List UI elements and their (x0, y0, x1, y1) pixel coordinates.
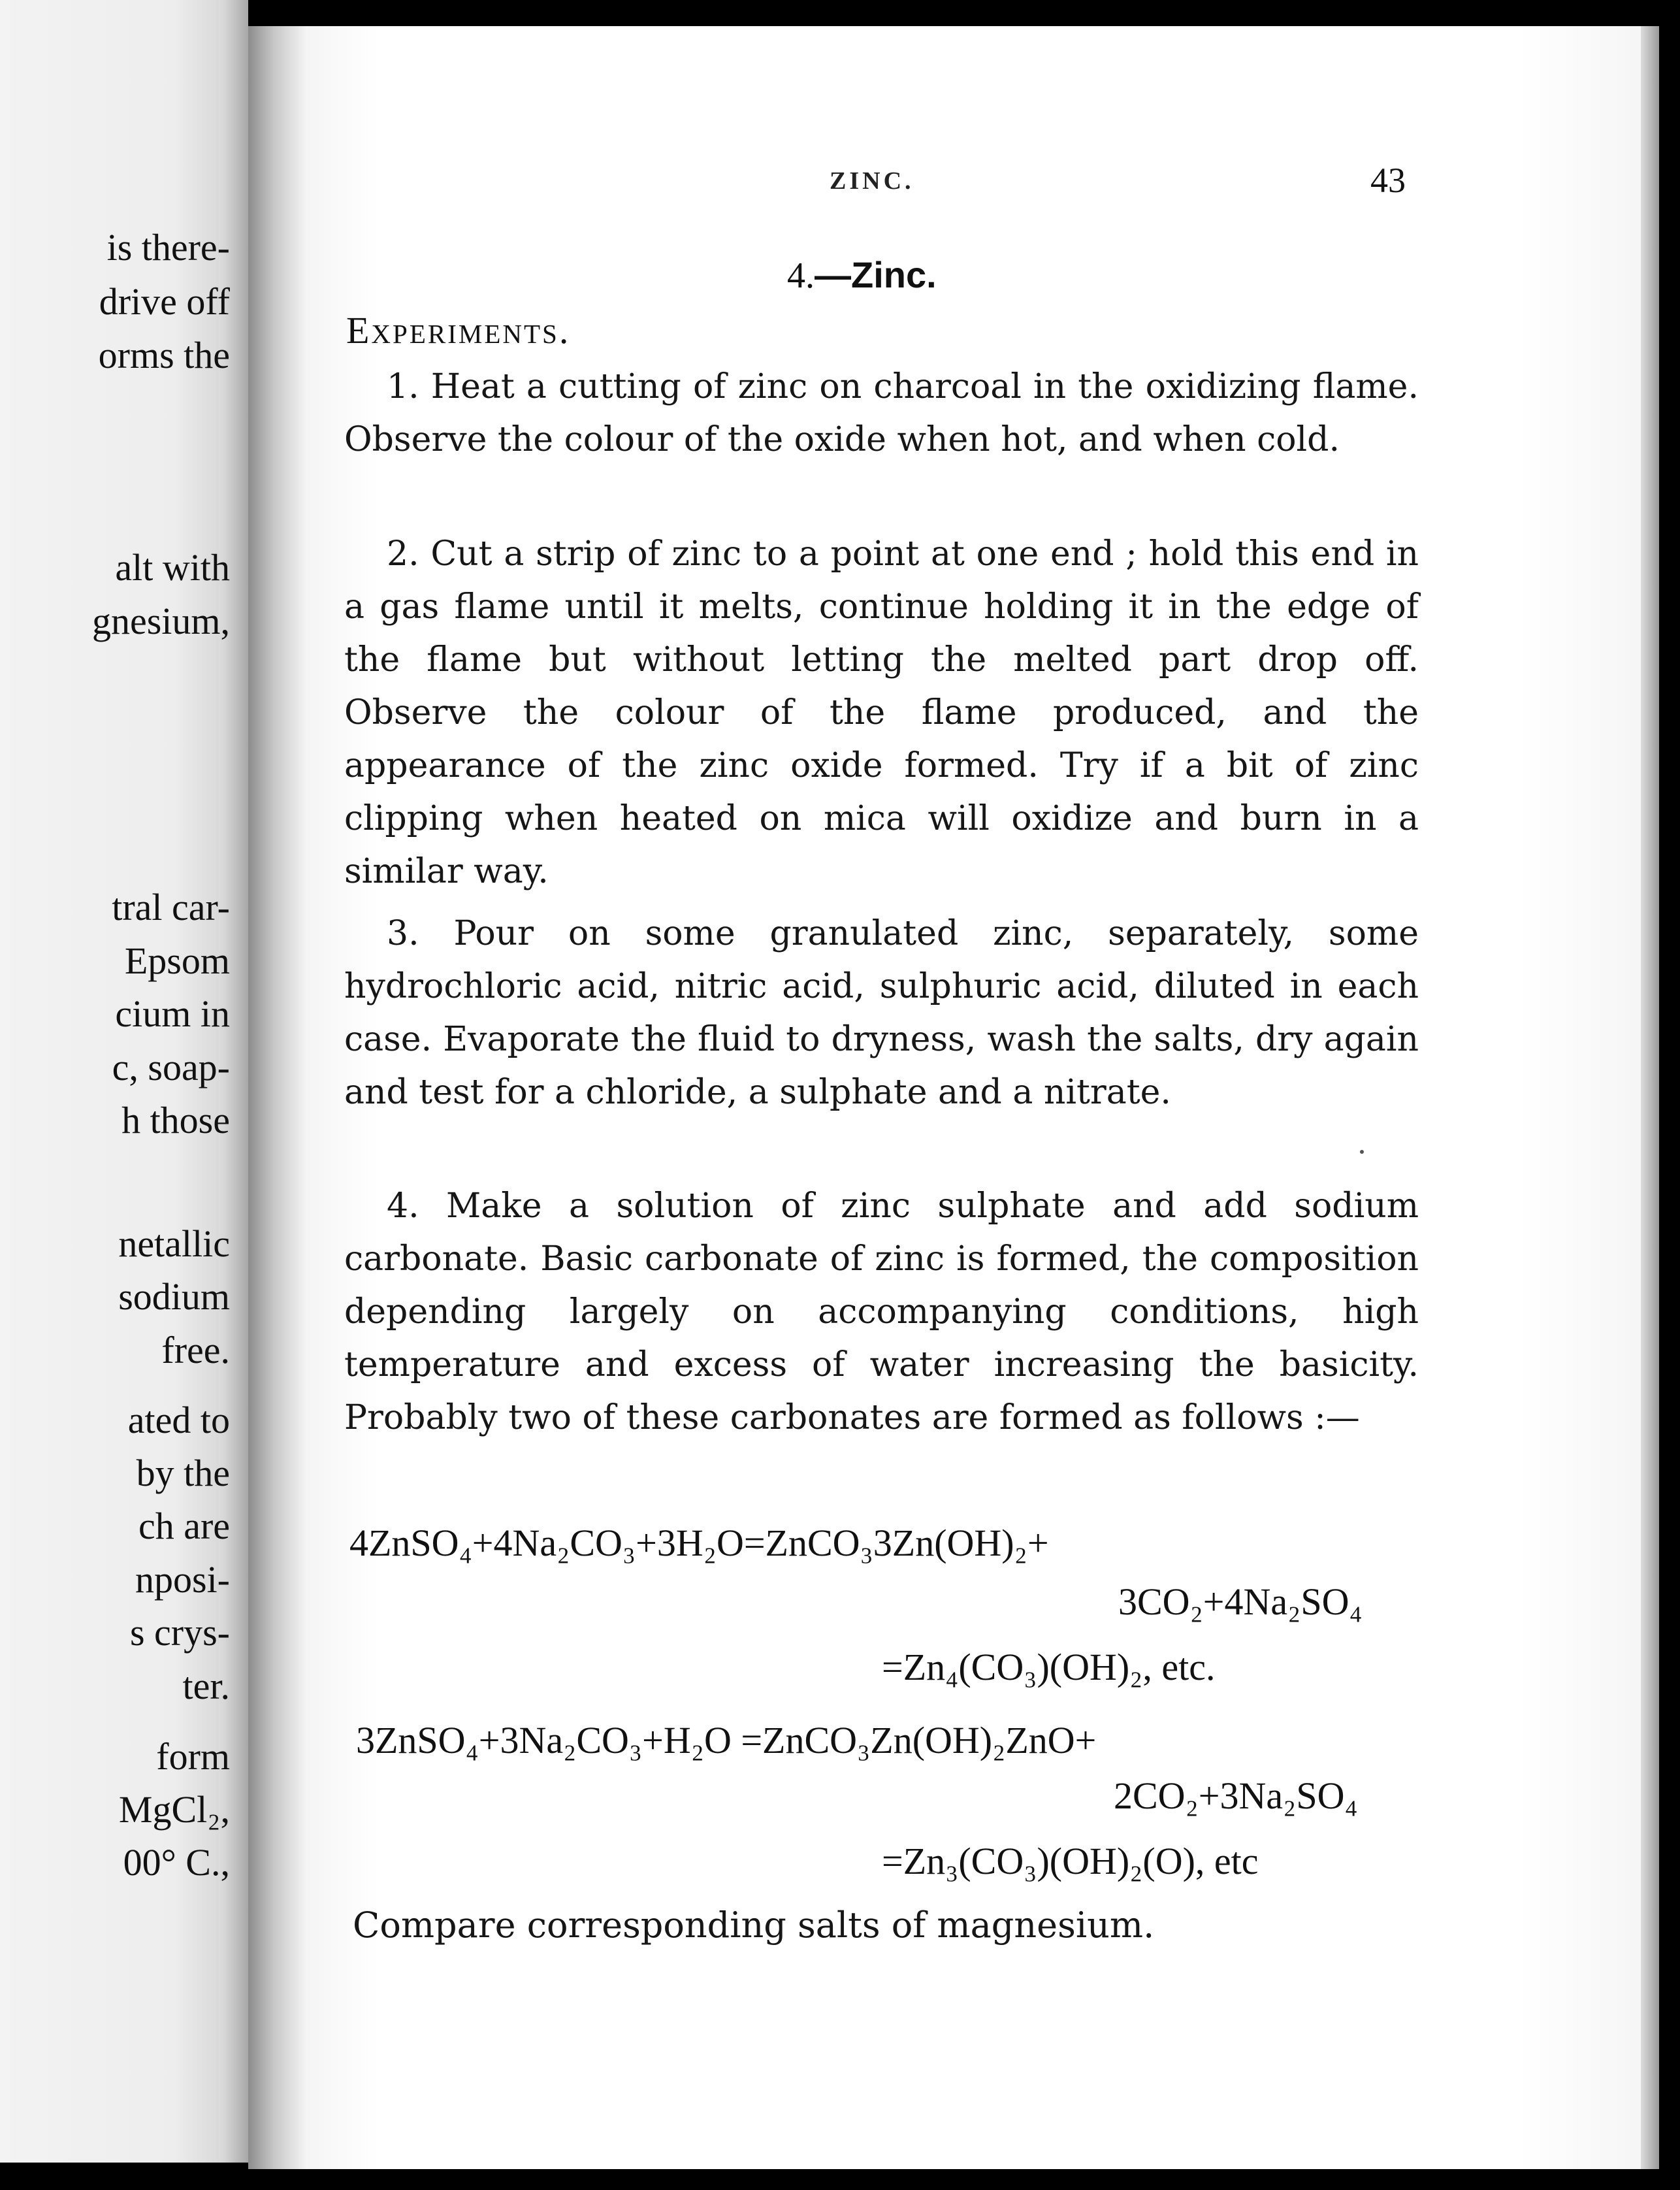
left-page-line: nposi- (135, 1558, 230, 1601)
section-number: 4. (787, 255, 815, 296)
print-speck (1360, 1150, 1364, 1154)
experiment-paragraph-4 (344, 1180, 1419, 1445)
left-page-line: 00° C., (123, 1841, 230, 1884)
left-page-line: is there- (106, 226, 230, 269)
left-page-line: form (156, 1735, 230, 1778)
running-head: ZINC. (830, 167, 914, 195)
left-page-line: ch are (138, 1505, 230, 1547)
left-page-line: orms the (98, 334, 230, 376)
left-page-line: ter. (182, 1665, 230, 1707)
experiment-paragraph-1 (344, 361, 1419, 466)
left-page-line: by the (136, 1452, 230, 1494)
paragraph-text: 3. Pour on some granulated zinc, separately, some hydrochloric acid, nitric acid, sulphuric acid, diluted in each case. Evaporate the fluid to dryness, wash the salts, dry again and test for a chloride, a sulphate and a nitrate. (344, 914, 1419, 1112)
left-page-line: alt with (115, 546, 230, 589)
paragraph-text: 2. Cut a strip of zinc to a point at one end ; hold this end in a gas flame until it melts, continue holding it in the edge of the flame but without letting the melted part drop off. Observe the colour of the flame produced, and the appearance of the zinc oxide formed. Try if a bit of zinc clipping when heated on mica will oxidize and burn in a similar way. (344, 534, 1419, 891)
closing-sentence: Compare corresponding salts of magnesium. (353, 1904, 1155, 1946)
paragraph-text: 4. Make a solution of zinc sulphate and add sodium carbonate. Basic carbonate of zinc is formed, the composition depending largely on accompanying conditions, high temperature and excess of water increasing the basicity. Probably two of these carbonates are formed as follows :— (344, 1186, 1419, 1437)
left-page-line: gnesium, (91, 600, 230, 642)
page-edge (1641, 26, 1659, 2169)
experiments-heading: Experiments. (346, 309, 571, 351)
left-page-line: netallic (118, 1222, 230, 1265)
left-page-line: ated to (127, 1399, 230, 1441)
page-number: 43 (1370, 161, 1406, 200)
equation-line: 4ZnSO₄+4Na₂CO₃+3H₂O=ZnCO₃3Zn(OH)₂+ (349, 1522, 1049, 1564)
section-title (787, 253, 937, 297)
left-page-line: tral car- (112, 886, 230, 928)
left-page-line: Epsom (124, 940, 230, 982)
equation-line: =Zn₃(CO₃)(OH)₂(O), etc (882, 1840, 1259, 1882)
left-page-line: MgCl₂, (118, 1788, 230, 1831)
experiment-paragraph-2 (344, 528, 1419, 898)
equation-line: 3ZnSO₄+3Na₂CO₃+H₂O =ZnCO₃Zn(OH)₂ZnO+ (356, 1719, 1097, 1761)
left-page-line: drive off (99, 280, 230, 323)
left-page-line: h those (121, 1099, 230, 1141)
left-page-line: free. (161, 1329, 230, 1371)
equation-line: 2CO₂+3Na₂SO₄ (1114, 1774, 1358, 1817)
left-facing-page (0, 0, 248, 2163)
section-name: —Zinc. (815, 254, 937, 295)
equation-line: =Zn₄(CO₃)(OH)₂, etc. (882, 1646, 1216, 1688)
paragraph-text: 1. Heat a cutting of zinc on charcoal in the oxidizing flame. Observe the colour of the oxide when hot, and when cold. (344, 367, 1419, 459)
left-page-line: c, soap- (112, 1046, 230, 1088)
equation-line: 3CO₂+4Na₂SO₄ (1118, 1580, 1363, 1623)
experiment-paragraph-3 (344, 907, 1419, 1119)
left-page-line: sodium (118, 1275, 230, 1318)
left-page-line: s crys- (129, 1611, 230, 1654)
left-page-line: cium in (115, 992, 230, 1035)
